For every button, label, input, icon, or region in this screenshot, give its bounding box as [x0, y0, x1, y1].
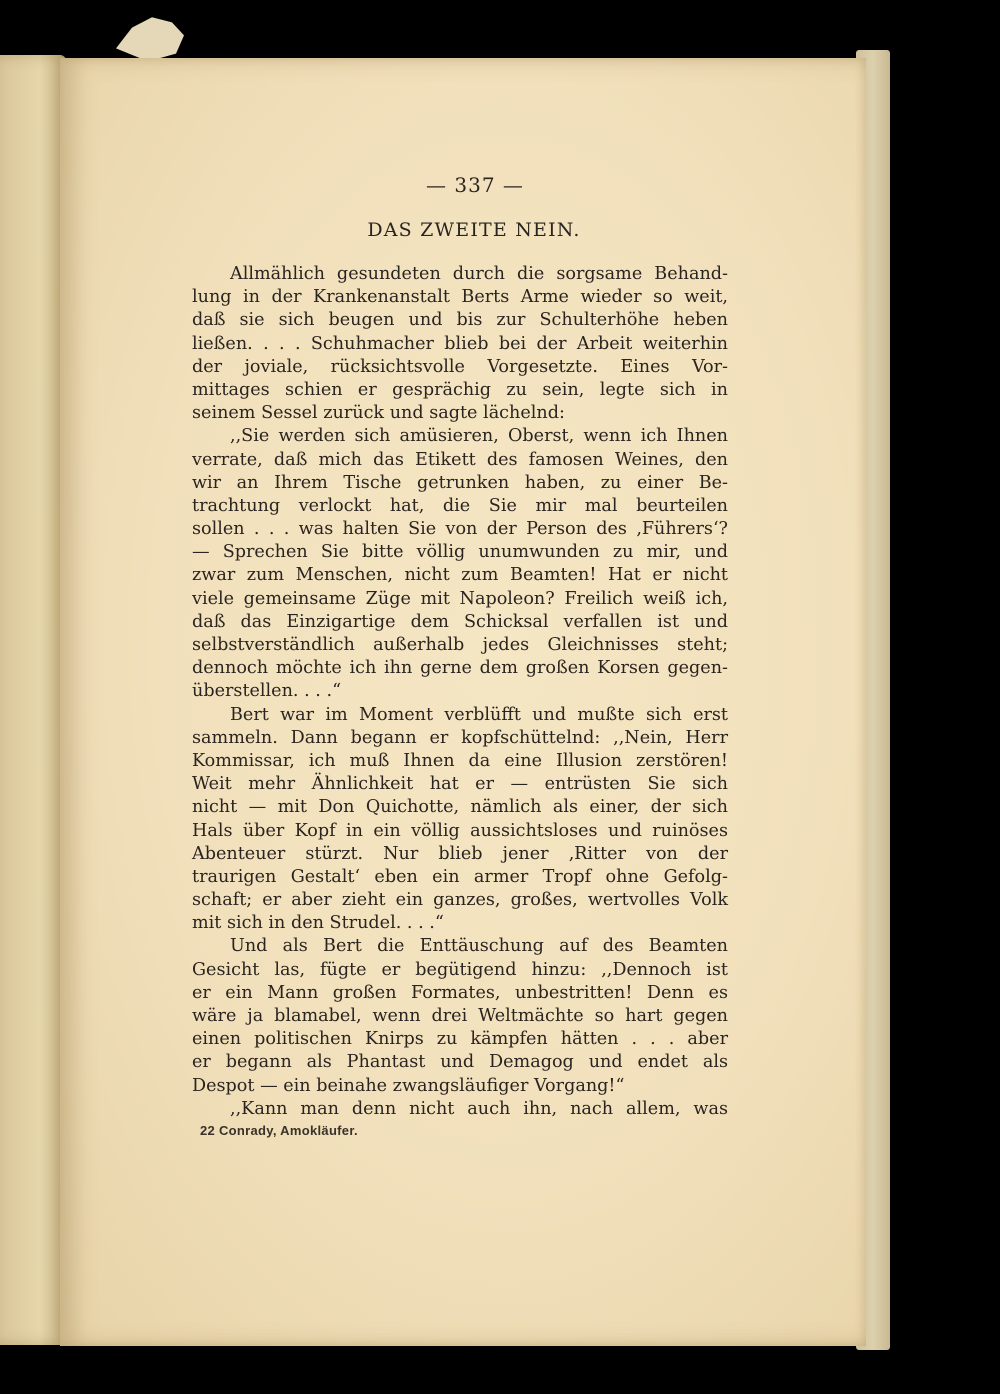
text-line: sollen . . . was halten Sie von der Person des ‚Führers‘?: [192, 519, 728, 540]
text-line: mittages schien er gesprächig zu sein, legte sich in: [192, 379, 728, 400]
text-line: Bert war im Moment verblüfft und mußte sich erst: [230, 704, 728, 725]
text-line: ließen. . . . Schuhmacher blieb bei der Arbeit weiterhin: [192, 333, 728, 354]
text-line: ,,Kann man denn nicht auch ihn, nach allem, was: [230, 1098, 728, 1119]
text-line: Abenteuer stürzt. Nur blieb jener ‚Ritter von der: [192, 843, 728, 864]
text-line: trachtung verlockt hat, die Sie mir mal beurteilen: [192, 495, 728, 516]
text-line: Und als Bert die Enttäuschung auf des Beamten: [230, 936, 728, 957]
left-page-edge: [0, 55, 66, 1345]
text-line: wäre ja blamabel, wenn drei Weltmächte so hart gegen: [192, 1006, 728, 1026]
page-number: — 337 —: [426, 173, 524, 197]
text-line: — Sprechen Sie bitte völlig unumwunden zu mir, und: [192, 542, 728, 563]
text-line: er ein Mann großen Formates, unbestritten! Denn es: [192, 982, 728, 1003]
text-line: Despot — ein beinahe zwangsläufiger Vorgang!“: [192, 1075, 625, 1096]
text-line: viele gemeinsame Züge mit Napoleon? Freilich weiß ich,: [192, 588, 728, 609]
text-line: ,,Sie werden sich amüsieren, Oberst, wenn ich Ihnen: [230, 426, 728, 447]
text-line: daß das Einzigartige dem Schicksal verfallen ist und: [192, 611, 728, 632]
text-line: schaft; er aber zieht ein ganzes, großes, wertvolles Volk: [192, 890, 728, 911]
text-line: mit sich in den Strudel. . . .“: [192, 913, 444, 934]
text-line: er begann als Phantast und Demagog und endet als: [192, 1052, 728, 1073]
text-line: zwar zum Menschen, nicht zum Beamten! Hat er nicht: [192, 565, 728, 586]
text-line: sammeln. Dann begann er kopfschüttelnd: ,,Nein, Herr: [192, 727, 728, 748]
text-line: daß sie sich beugen und bis zur Schulterhöhe heben: [192, 310, 728, 331]
text-line: überstellen. . . .“: [192, 681, 342, 702]
text-line: selbstverständlich außerhalb jedes Gleichnisses steht;: [192, 635, 728, 655]
text-line: der joviale, rücksichtsvolle Vorgesetzte. Eines Vor-: [192, 356, 728, 377]
torn-paper-corner: [108, 12, 188, 64]
text-line: nicht — mit Don Quichotte, nämlich als einer, der sich: [192, 797, 728, 818]
text-line: Weit mehr Ähnlichkeit hat er — entrüsten Sie sich: [192, 774, 728, 795]
text-line: wir an Ihrem Tische getrunken haben, zu einer Be-: [192, 472, 728, 493]
text-line: dennoch möchte ich ihn gerne dem großen Korsen gegen-: [192, 658, 728, 679]
text-line: Kommissar, ich muß Ihnen da eine Illusion zerstören!: [192, 750, 728, 771]
text-line: traurigen Gestalt‘ eben ein armer Tropf ohne Gefolg-: [192, 866, 728, 887]
text-line: seinem Sessel zurück und sagte lächelnd:: [192, 403, 565, 424]
page-text-block: [192, 173, 728, 1121]
signature-mark: 22 Conrady, Amokläufer.: [200, 1123, 358, 1138]
text-line: verrate, daß mich das Etikett des famosen Weines, den: [192, 449, 728, 470]
text-line: einen politischen Knirps zu kämpfen hätten . . . aber: [192, 1029, 728, 1050]
text-line: Gesicht las, fügte er begütigend hinzu: ,,Dennoch ist: [192, 959, 728, 980]
text-line: Hals über Kopf in ein völlig aussichtsloses und ruinöses: [192, 820, 728, 841]
text-line: Allmählich gesundeten durch die sorgsame Behand-: [230, 264, 728, 284]
chapter-title: DAS ZWEITE NEIN.: [367, 219, 581, 241]
text-line: lung in der Krankenanstalt Berts Arme wieder so weit,: [192, 287, 728, 308]
book-page: [60, 58, 866, 1346]
body-text: [192, 263, 728, 1121]
